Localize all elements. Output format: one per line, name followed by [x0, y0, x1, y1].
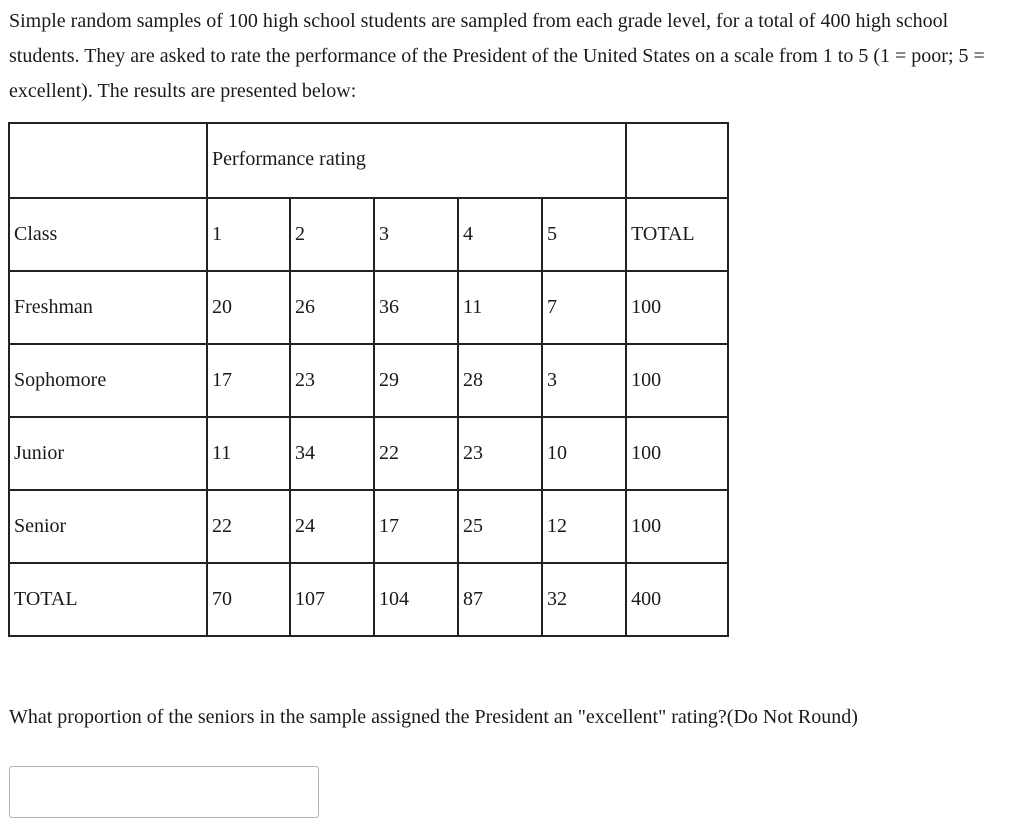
row-label: Senior — [9, 490, 207, 563]
table-cell: 104 — [374, 563, 458, 636]
row-label: TOTAL — [9, 563, 207, 636]
question-text: What proportion of the seniors in the sample assigned the President an "excellent" rating?(Do Not Round) — [9, 706, 858, 728]
table-cell: 400 — [626, 563, 728, 636]
column-header-row — [9, 198, 728, 271]
table-cell: 32 — [542, 563, 626, 636]
table-row-senior — [9, 490, 728, 563]
performance-rating-header: Performance rating — [207, 123, 626, 198]
table-cell: 100 — [626, 417, 728, 490]
table-cell: 20 — [207, 271, 290, 344]
ratings-table — [8, 122, 729, 637]
table-row-sophomore — [9, 344, 728, 417]
row-label: Junior — [9, 417, 207, 490]
table-cell: 3 — [542, 344, 626, 417]
table-cell: 87 — [458, 563, 542, 636]
table-cell: 23 — [458, 417, 542, 490]
table-cell: 107 — [290, 563, 374, 636]
answer-input[interactable] — [9, 766, 319, 818]
table-cell: 11 — [458, 271, 542, 344]
table-cell: 22 — [207, 490, 290, 563]
table-cell: 25 — [458, 490, 542, 563]
table-cell: 10 — [542, 417, 626, 490]
table-cell: 100 — [626, 344, 728, 417]
column-header-total: TOTAL — [626, 198, 728, 271]
row-label: Freshman — [9, 271, 207, 344]
column-header-rating-2: 2 — [290, 198, 374, 271]
column-header-rating-1: 1 — [207, 198, 290, 271]
table-cell: 70 — [207, 563, 290, 636]
table-cell: 12 — [542, 490, 626, 563]
table-cell: 17 — [207, 344, 290, 417]
table-empty-cell — [626, 123, 728, 198]
table-cell: 34 — [290, 417, 374, 490]
table-cell: 36 — [374, 271, 458, 344]
table-header-row — [9, 123, 728, 198]
table-cell: 22 — [374, 417, 458, 490]
table-row-total — [9, 563, 728, 636]
table-cell: 23 — [290, 344, 374, 417]
problem-intro: Simple random samples of 100 high school students are sampled from each grade level, for a total of 400 high school students. They are asked to rate the performance of the President of the United States on a scale from 1 to 5 (1 = poor; 5 = excellent). The results are presented below: — [9, 10, 985, 102]
table-corner-cell — [9, 123, 207, 198]
table-cell: 11 — [207, 417, 290, 490]
table-cell: 100 — [626, 271, 728, 344]
table-cell: 100 — [626, 490, 728, 563]
column-header-rating-5: 5 — [542, 198, 626, 271]
table-cell: 29 — [374, 344, 458, 417]
table-row-junior — [9, 417, 728, 490]
table-cell: 7 — [542, 271, 626, 344]
column-header-class: Class — [9, 198, 207, 271]
table-cell: 17 — [374, 490, 458, 563]
table-cell: 28 — [458, 344, 542, 417]
table-cell: 26 — [290, 271, 374, 344]
table-cell: 24 — [290, 490, 374, 563]
column-header-rating-3: 3 — [374, 198, 458, 271]
row-label: Sophomore — [9, 344, 207, 417]
column-header-rating-4: 4 — [458, 198, 542, 271]
table-row-freshman — [9, 271, 728, 344]
